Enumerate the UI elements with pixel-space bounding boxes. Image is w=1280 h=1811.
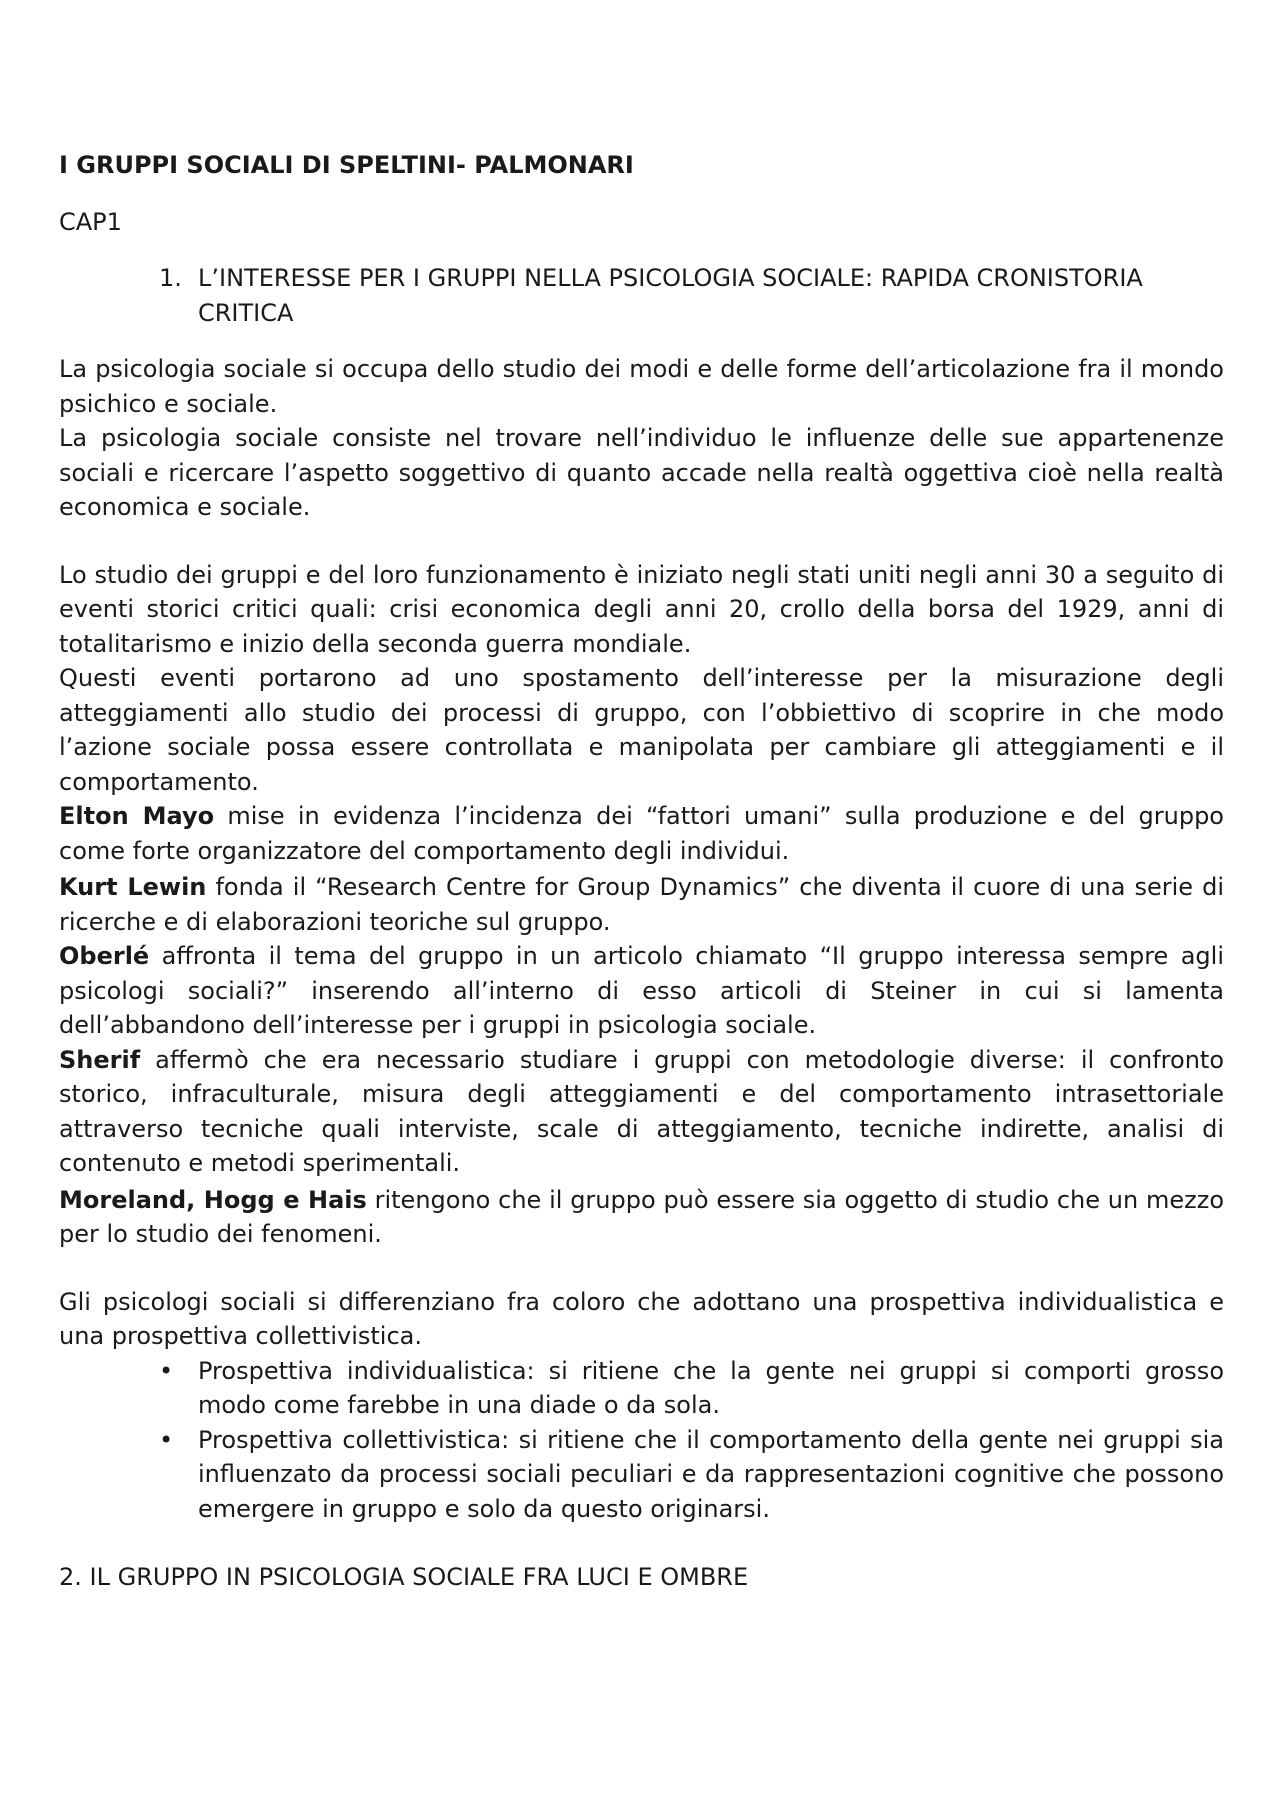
author-name-mayo: Elton Mayo <box>59 802 215 830</box>
author-name-lewin: Kurt Lewin <box>59 873 207 901</box>
list-item <box>159 1354 1224 1423</box>
author-paragraph-sherif <box>59 1043 1224 1181</box>
bullet-marker: • <box>159 1425 174 1454</box>
bullet-text: Prospettiva individualistica: si ritiene che la gente nei gruppi si comporti grosso modo come farebbe in una diade o da sola. <box>198 1356 1224 1419</box>
document-title: I GRUPPI SOCIALI DI SPELTINI- PALMONARI <box>59 151 634 179</box>
author-name-moreland: Moreland, Hogg e Hais <box>59 1185 367 1214</box>
section-2-heading: 2. IL GRUPPO IN PSICOLOGIA SOCIALE FRA LUCI E OMBRE <box>59 1563 749 1591</box>
section-1-heading <box>59 261 1224 330</box>
author-text-oberle: affronta il tema del gruppo in un articolo chiamato “Il gruppo interessa sempre agli psicologi sociali?” inserendo all’interno di esso articoli di Steiner in cui si lamenta dell’abbandono dell’interesse per i gruppi in psicologia sociale. <box>59 942 1224 1039</box>
author-paragraph-lewin <box>59 870 1224 939</box>
document-page <box>59 148 1224 1595</box>
list-item <box>159 1423 1224 1527</box>
author-text-mayo: mise in evidenza l’incidenza dei “fattori umani” sulla produzione e del gruppo come forte organizzatore del comportamento degli individui. <box>59 802 1224 865</box>
paragraph-4: Questi eventi portarono ad uno spostamento dell’interesse per la misurazione degli atteggiamenti allo studio dei processi di gruppo, con l’obbiettivo di scoprire in che modo l’azione sociale possa essere controllata e manipolata per cambiare gli atteggiamenti e il comportamento. <box>59 664 1224 796</box>
section-1-number: 1. <box>159 264 182 292</box>
paragraph-2: La psicologia sociale consiste nel trovare nell’individuo le influenze delle sue appartenenze sociali e ricercare l’aspetto soggettivo di quanto accade nella realtà oggettiva cioè nella realtà economica e sociale. <box>59 424 1224 521</box>
section-1-title: L’INTERESSE PER I GRUPPI NELLA PSICOLOGIA SOCIALE: RAPIDA CRONISTORIA CRITICA <box>198 264 1143 327</box>
bullet-marker: • <box>159 1356 174 1385</box>
author-text-sherif: affermò che era necessario studiare i gruppi con metodologie diverse: il confronto storico, infraculturale, misura degli atteggiamenti e del comportamento intrasettoriale attraverso tecniche quali interviste, scale di atteggiamento, tecniche indirette, analisi di contenuto e metodi sperimentali. <box>59 1045 1224 1177</box>
paragraph-1: La psicologia sociale si occupa dello studio dei modi e delle forme dell’articolazione fra il mondo psichico e sociale. <box>59 355 1224 418</box>
perspectives-list <box>59 1354 1224 1527</box>
paragraph-3: Lo studio dei gruppi e del loro funzionamento è iniziato negli stati uniti negli anni 30 a seguito di eventi storici critici quali: crisi economica degli anni 20, crollo della borsa del 1929, anni di totalitarismo e inizio della seconda guerra mondiale. <box>59 560 1224 658</box>
author-name-sherif: Sherif <box>59 1045 141 1074</box>
author-paragraph-moreland <box>59 1183 1224 1252</box>
author-paragraph-oberle <box>59 939 1224 1043</box>
author-text-moreland: ritengono che il gruppo può essere sia oggetto di studio che un mezzo per lo studio dei fenomeni. <box>59 1185 1225 1248</box>
author-name-oberle: Oberlé <box>59 942 150 970</box>
perspectives-intro: Gli psicologi sociali si differenziano fra coloro che adottano una prospettiva individualistica e una prospettiva collettivistica. <box>59 1287 1224 1350</box>
author-paragraph-mayo <box>59 799 1224 868</box>
bullet-text: Prospettiva collettivistica: si ritiene che il comportamento della gente nei gruppi sia influenzato da processi sociali peculiari e da rappresentazioni cognitive che possono emergere in gruppo e solo da questo originarsi. <box>198 1425 1224 1523</box>
chapter-label: CAP1 <box>59 207 122 236</box>
author-text-lewin: fonda il “Research Centre for Group Dynamics” che diventa il cuore di una serie di ricerche e di elaborazioni teoriche sul gruppo. <box>59 873 1225 936</box>
